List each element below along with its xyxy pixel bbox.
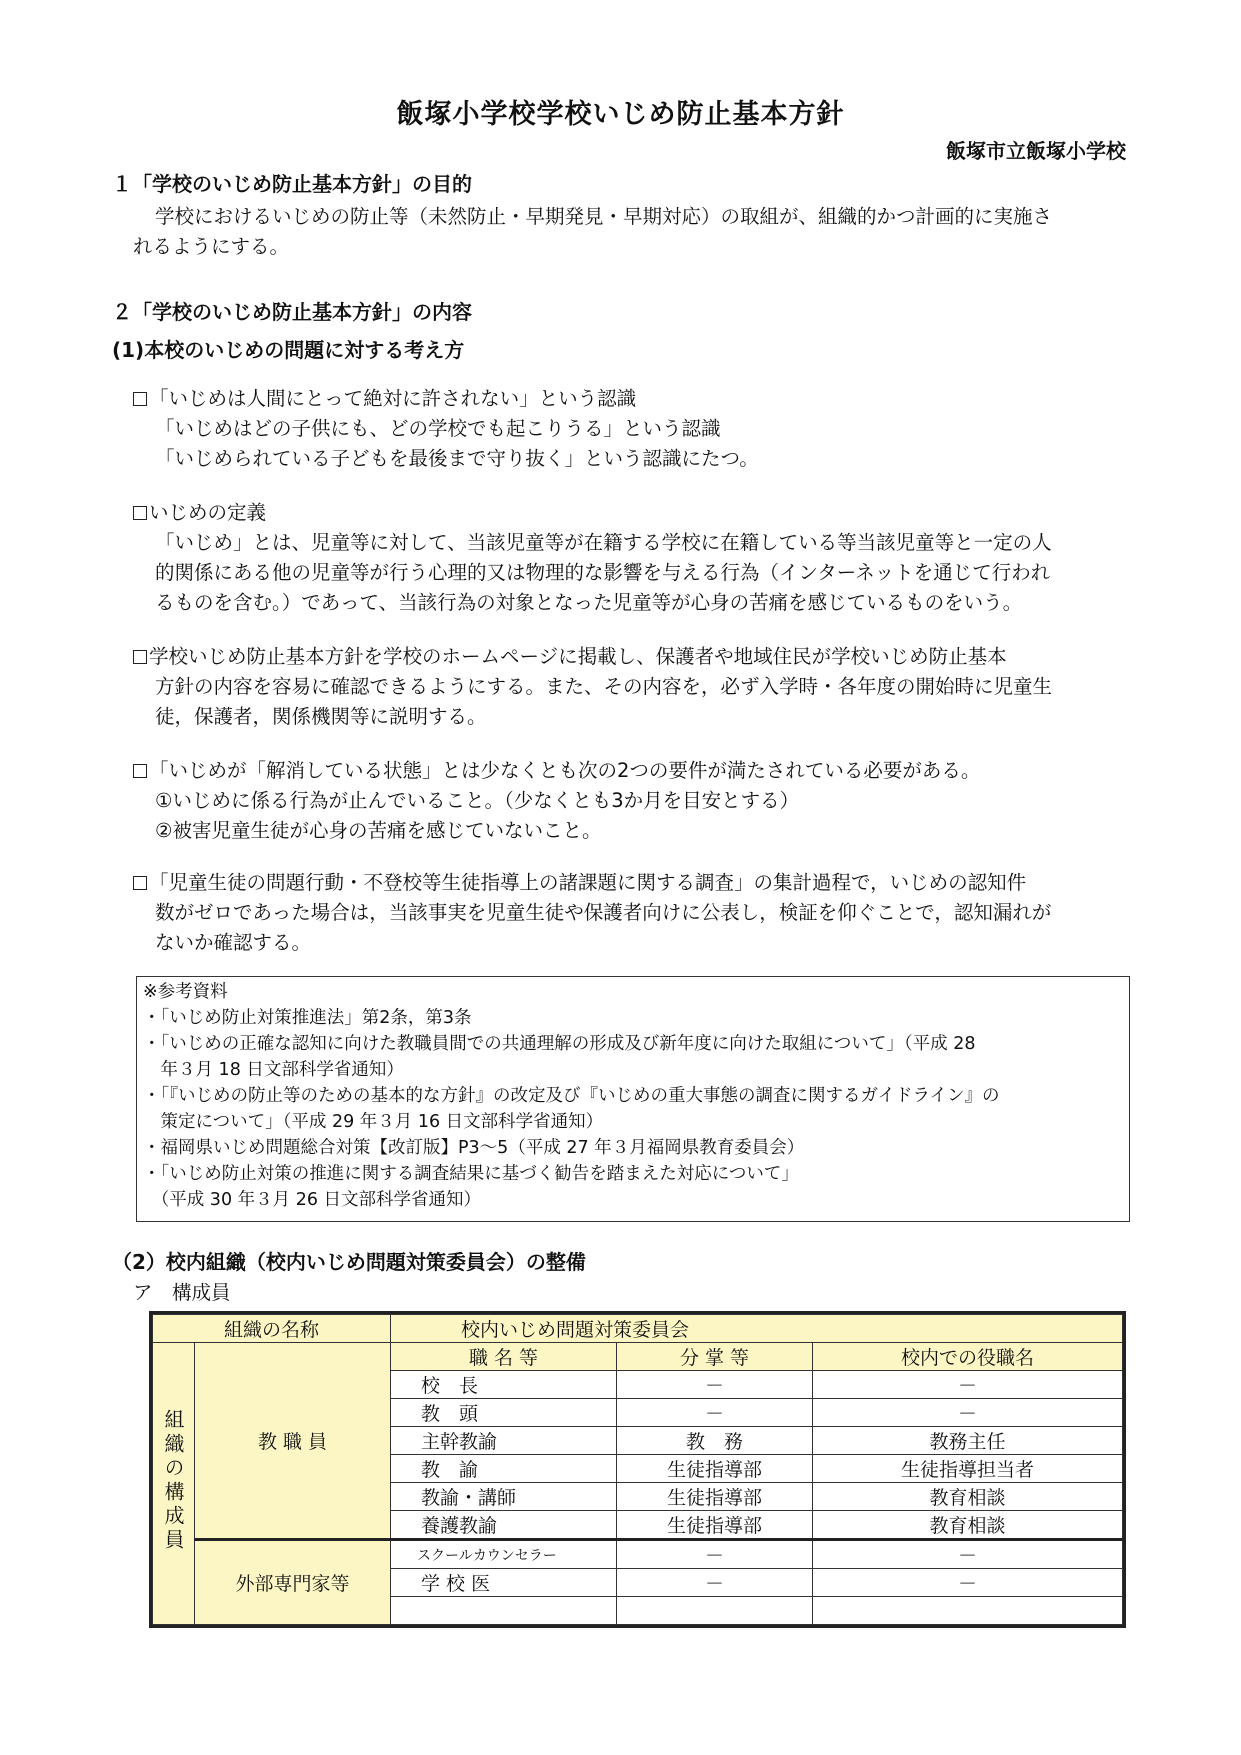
bullet-item — [133, 384, 636, 414]
checkbox-square-icon — [133, 392, 147, 406]
side-label: 組織の構成員 — [161, 1409, 185, 1553]
bullet-item — [133, 498, 266, 528]
table-cell: 教育相談 — [813, 1483, 1123, 1511]
checkbox-square-icon — [133, 650, 147, 664]
table-cell: 教 諭 — [391, 1455, 617, 1483]
side-label-cell — [153, 1343, 195, 1625]
checkbox-square-icon — [133, 876, 147, 890]
table-row — [153, 1315, 1123, 1343]
table-cell: 学 校 医 — [391, 1569, 617, 1597]
bullet-text: 方針の内容を容易に確認できるようにする。また、その内容を，必ず入学時・各年度の開始時に児童生 — [155, 675, 1053, 698]
bullet-item — [133, 868, 1026, 898]
bullet-text: 「いじめ」とは、児童等に対して、当該児童等が在籍する学校に在籍している等当該児童等と一定の人 — [155, 531, 1052, 554]
table-row — [153, 1540, 1123, 1569]
table-cell: － — [617, 1399, 813, 1427]
table-cell: － — [617, 1569, 813, 1597]
table-cell: 生徒指導部 — [617, 1455, 813, 1483]
column-header: 校内での役職名 — [813, 1343, 1123, 1371]
column-header: 分 掌 等 — [617, 1343, 813, 1371]
section2-heading: ２「学校のいじめ防止基本方針」の内容 — [112, 300, 472, 324]
bullet-text: 学校いじめ防止基本方針を学校のホームページに掲載し、保護者や地域住民が学校いじめ防止基本 — [149, 645, 1007, 668]
section1-line: れるようにする。 — [133, 235, 290, 258]
table-cell: 教諭・講師 — [391, 1483, 617, 1511]
reference-line: ・「いじめの正確な認知に向けた教職員間での共通理解の形成及び新年度に向けた取組について」（平成 28 — [143, 1034, 976, 1054]
reference-box — [136, 976, 1130, 1222]
bullet-text: ①いじめに係る行為が止んでいること。（少なくとも3か月を目安とする） — [155, 789, 800, 812]
column-header: 職 名 等 — [391, 1343, 617, 1371]
subsection1-heading: (1)本校のいじめの問題に対する考え方 — [112, 338, 465, 362]
committee-table — [152, 1314, 1123, 1625]
bullet-text: いじめの定義 — [149, 501, 267, 524]
table-cell: 生徒指導部 — [617, 1511, 813, 1540]
reference-line: ・「『いじめの防止等のための基本的な方針』の改定及び『いじめの重大事態の調査に関するガイドライン』の — [143, 1086, 1000, 1106]
bullet-text: 「児童生徒の問題行動・不登校等生徒指導上の諸課題に関する調査」の集計過程で，いじめの認知件 — [149, 871, 1027, 894]
group-label: 教 職 員 — [195, 1343, 391, 1540]
table-cell: 教務主任 — [813, 1427, 1123, 1455]
reference-line: ・福岡県いじめ問題総合対策【改訂版】P3～5（平成 27 年３月福岡県教育委員会） — [143, 1138, 805, 1158]
table-header-row — [153, 1343, 1123, 1371]
subsection2-heading: （2）校内組織（校内いじめ問題対策委員会）の整備 — [112, 1250, 586, 1274]
table-cell — [391, 1597, 617, 1625]
section1-heading: １「学校のいじめ防止基本方針」の目的 — [112, 172, 472, 196]
group-label: 外部専門家等 — [195, 1540, 391, 1625]
bullet-text: 「いじめられている子どもを最後まで守り抜く」という認識にたつ。 — [155, 447, 759, 470]
table-cell: 主幹教諭 — [391, 1427, 617, 1455]
table-cell — [617, 1597, 813, 1625]
subsection2a-label: ア 構成員 — [133, 1281, 231, 1304]
bullet-text: 「いじめはどの子供にも、どの学校でも起こりうる」という認識 — [155, 417, 721, 440]
table-cell: － — [617, 1371, 813, 1399]
bullet-text: 数がゼロであった場合は，当該事実を児童生徒や保護者向けに公表し，検証を仰ぐことで，認知漏れが — [155, 901, 1052, 924]
reference-line: 策定について」（平成 29 年３月 16 日文部科学省通知） — [143, 1112, 604, 1132]
bullet-text: 「いじめは人間にとって絶対に許されない」という認識 — [149, 387, 637, 410]
table-cell: 生徒指導担当者 — [813, 1455, 1123, 1483]
bullet-text: 徒，保護者，関係機関等に説明する。 — [155, 705, 487, 728]
bullet-text: ②被害児童生徒が心身の苦痛を感じていないこと。 — [155, 819, 602, 842]
school-name: 飯塚市立飯塚小学校 — [946, 139, 1126, 163]
bullet-text: ないか確認する。 — [155, 931, 312, 954]
table-cell: － — [813, 1399, 1123, 1427]
org-name-value: 校内いじめ問題対策委員会 — [391, 1315, 1123, 1343]
section1-line: 学校におけるいじめの防止等（未然防止・早期発見・早期対応）の取組が、組織的かつ計画的に実施さ — [155, 205, 1053, 228]
table-cell: スクールカウンセラー — [391, 1540, 617, 1569]
table-cell: 教 務 — [617, 1427, 813, 1455]
bullet-text: るものを含む。）であって、当該行為の対象となった児童等が心身の苦痛を感じているものをいう。 — [155, 591, 1023, 614]
org-name-label: 組織の名称 — [153, 1315, 391, 1343]
reference-line: ※参考資料 — [143, 982, 228, 1002]
reference-line: ・「いじめ防止対策推進法」第2条，第3条 — [143, 1008, 472, 1028]
table-cell: 校 長 — [391, 1371, 617, 1399]
bullet-item — [133, 642, 1007, 672]
table-cell — [813, 1597, 1123, 1625]
table-cell: 教育相談 — [813, 1511, 1123, 1540]
reference-line: ・「いじめ防止対策の推進に関する調査結果に基づく勧告を踏まえた対応について」 — [143, 1164, 799, 1184]
table-cell: － — [813, 1540, 1123, 1569]
table-cell: － — [813, 1371, 1123, 1399]
table-cell: 養護教諭 — [391, 1511, 617, 1540]
table-cell: － — [617, 1540, 813, 1569]
checkbox-square-icon — [133, 506, 147, 520]
reference-line: （平成 30 年３月 26 日文部科学省通知） — [143, 1190, 482, 1210]
table-cell: 生徒指導部 — [617, 1483, 813, 1511]
bullet-item — [133, 756, 980, 786]
table-cell: － — [813, 1569, 1123, 1597]
reference-line: 年３月 18 日文部科学省通知） — [143, 1060, 404, 1080]
page-title: 飯塚小学校学校いじめ防止基本方針 — [396, 99, 845, 130]
checkbox-square-icon — [133, 764, 147, 778]
bullet-text: 的関係にある他の児童等が行う心理的又は物理的な影響を与える行為（インターネットを通じて行われ — [155, 561, 1051, 584]
bullet-text: 「いじめが「解消している状態」とは少なくとも次の2つの要件が満たされている必要がある。 — [149, 759, 981, 782]
table-cell: 教 頭 — [391, 1399, 617, 1427]
